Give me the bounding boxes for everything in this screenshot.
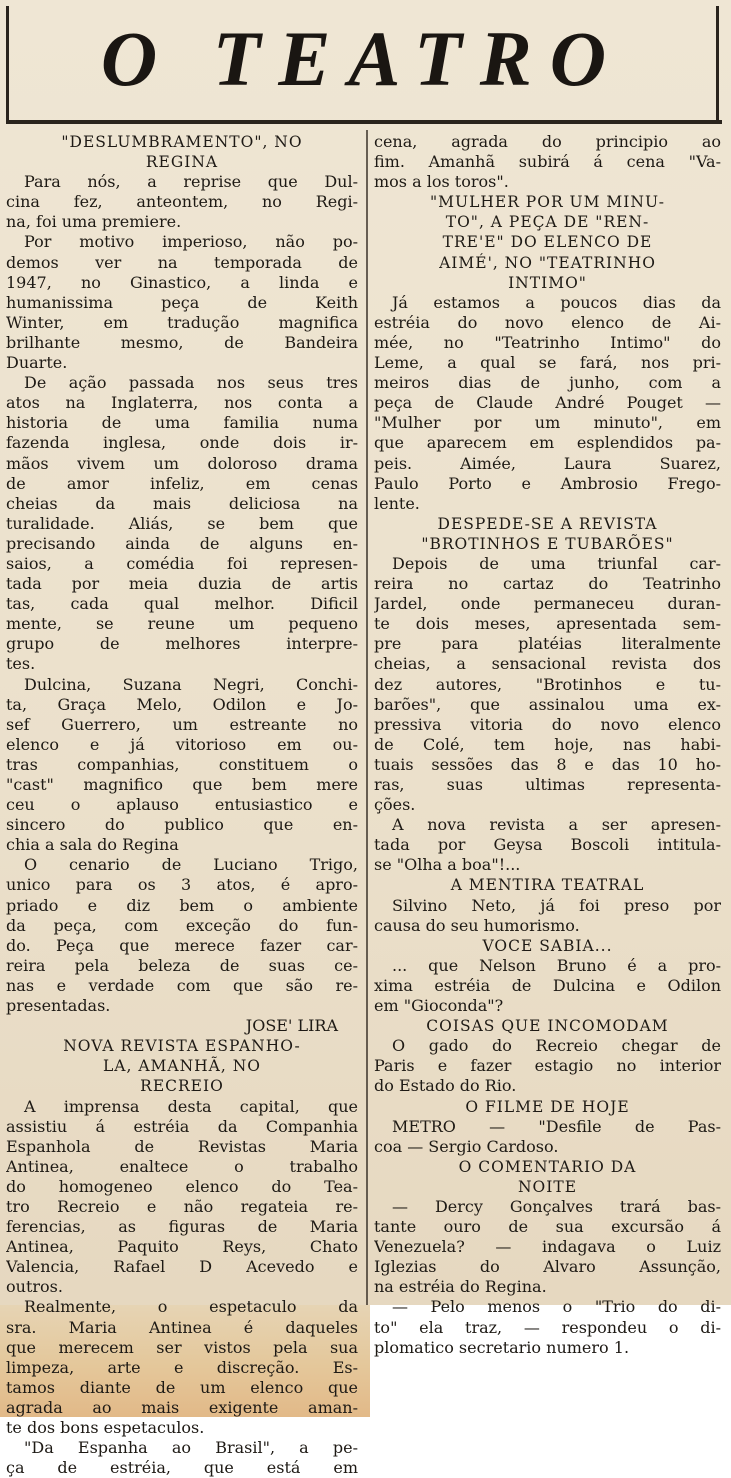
- article-text-line: do Estado do Rio.: [374, 1076, 517, 1096]
- article-text-line: sra. Maria Antinea é daqueles: [6, 1317, 358, 1337]
- column-divider: [366, 130, 368, 1305]
- article-text-line: tada por meia duzia de artis: [6, 574, 358, 594]
- article-text-line: estréia do novo elenco de Ai-: [374, 312, 721, 332]
- article-text-line: cheias, a sensacional revista dos: [374, 654, 721, 674]
- article-text-line: tada por Geysa Boscoli intitula-: [374, 835, 721, 855]
- article-text-line: Antinea, Paquito Reys, Chato: [6, 1237, 358, 1257]
- article-text-line: de amor infeliz, em cenas: [6, 473, 358, 493]
- article-text-line: Paulo Porto e Ambrosio Frego-: [374, 473, 721, 493]
- article-text-line: plomatico secretario numero 1.: [374, 1337, 630, 1357]
- article-text-line: fim. Amanhã subirá á cena "Va-: [374, 152, 721, 172]
- article-text-line: ceu o aplauso entusiastico e: [6, 795, 358, 815]
- article-text-line: Winter, em tradução magnifica: [6, 312, 358, 332]
- article-text-line: De ação passada nos seus tres: [24, 373, 358, 393]
- article-text-line: elenco e já vitorioso em ou-: [6, 734, 358, 754]
- article-text-line: barões", que assinalou uma ex-: [374, 694, 721, 714]
- article-text-line: de Colé, tem hoje, nas habi-: [374, 734, 721, 754]
- article-text-line: Leme, a qual se fará, nos pri-: [374, 353, 721, 373]
- article-text-line: outros.: [6, 1277, 63, 1297]
- article-text-line: pre para platéias literalmente: [374, 634, 721, 654]
- article-text-line: na, foi uma premiere.: [6, 212, 182, 232]
- article-headline-line: "MULHER POR UM MINU-: [430, 193, 665, 212]
- article-text-line: Por motivo imperioso, não po-: [24, 232, 358, 252]
- section-title: O TEATRO: [100, 15, 625, 102]
- article-text-line: Valencia, Rafael D Acevedo e: [6, 1257, 358, 1277]
- article-text-line: A nova revista a ser apresen-: [392, 815, 721, 835]
- article-text-line: que aparecem em esplendidos pa-: [374, 433, 721, 453]
- article-headline-line: RECREIO: [140, 1077, 224, 1096]
- article-headline-line: NOVA REVISTA ESPANHO-: [63, 1037, 301, 1056]
- article-text-line: se "Olha a boa"!...: [374, 855, 521, 875]
- article-text-line: da peça, com exceção do fun-: [6, 915, 358, 935]
- article-text-line: "Da Espanha ao Brasil", a pe-: [24, 1438, 358, 1458]
- article-text-line: Paris e fazer estagio no interior: [374, 1056, 721, 1076]
- article-text-line: Já estamos a poucos dias da: [392, 292, 721, 312]
- article-text-line: agrada ao mais exigente aman-: [6, 1397, 358, 1417]
- article-headline-line: "BROTINHOS E TUBARÕES": [421, 534, 674, 553]
- article-text-line: saios, a comédia foi represen-: [6, 553, 358, 573]
- article-text-line: — Dercy Gonçalves trará bas-: [392, 1196, 721, 1216]
- article-text-line: fazenda inglesa, onde dois ir-: [6, 433, 358, 453]
- article-text-line: Antinea, enaltece o trabalho: [6, 1156, 358, 1176]
- article-text-line: Jardel, onde permaneceu duran-: [374, 594, 721, 614]
- article-text-line: Iglezias do Alvaro Assunção,: [374, 1257, 721, 1277]
- article-text-line: reira no cartaz do Teatrinho: [374, 574, 721, 594]
- article-headline-line: "DESLUMBRAMENTO", NO: [61, 133, 303, 151]
- article-text-line: sef Guerrero, um estreante no: [6, 714, 358, 734]
- article-headline-line: VOCE SABIA...: [482, 936, 613, 955]
- article-headline-line: DESPEDE-SE A REVISTA: [437, 514, 658, 533]
- article-text-line: ras, suas ultimas representa-: [374, 775, 721, 794]
- article-text-line: reira pela beleza de suas ce-: [6, 955, 358, 975]
- article-text-line: peça de Claude André Pouget —: [374, 393, 721, 413]
- article-text-line: A imprensa desta capital, que: [24, 1096, 358, 1116]
- article-text-line: Depois de uma triunfal car-: [392, 553, 721, 573]
- article-headline-line: COISAS QUE INCOMODAM: [426, 1017, 669, 1036]
- left-column: [6, 132, 358, 1478]
- article-text-line: em "Gioconda"?: [374, 996, 504, 1016]
- article-headline-line: LA, AMANHÃ, NO: [103, 1057, 261, 1076]
- article-text-line: precisando ainda de alguns en-: [6, 533, 358, 553]
- article-text-line: mos a los toros".: [374, 172, 509, 192]
- article-text-line: tes.: [6, 654, 36, 674]
- article-text-line: historia de uma familia numa: [6, 413, 358, 433]
- article-text-line: priado e diz bem o ambiente: [6, 895, 358, 915]
- article-text-line: grupo de melhores interpre-: [6, 634, 358, 654]
- article-text-line: coa — Sergio Cardoso.: [374, 1136, 559, 1156]
- article-text-line: "Mulher por um minuto", em: [374, 413, 721, 433]
- article-text-line: demos ver na temporada de: [6, 252, 358, 272]
- article-text-line: — Pelo menos o "Trio do di-: [392, 1297, 721, 1317]
- article-text-line: unico para os 3 atos, é apro-: [6, 875, 358, 895]
- article-text-line: dez autores, "Brotinhos e tu-: [374, 674, 721, 694]
- article-text-line: O cenario de Luciano Trigo,: [24, 855, 358, 875]
- article-text-line: presentadas.: [6, 996, 111, 1016]
- header-rule: [6, 120, 722, 124]
- article-text-line: mente, se reune um pequeno: [6, 614, 358, 634]
- article-text-line: to" ela traz, — respondeu o di-: [374, 1317, 721, 1337]
- article-text-line: tamos diante de um elenco que: [6, 1377, 358, 1397]
- article-text-line: Espanhola de Revistas Maria: [6, 1136, 358, 1156]
- article-text-line: cheias da mais deliciosa na: [6, 493, 358, 513]
- article-text-line: ta, Graça Melo, Odilon e Jo-: [6, 694, 358, 714]
- article-text-line: tante ouro de sua excursão á: [374, 1217, 721, 1237]
- article-text-line: ... que Nelson Bruno é a pro-: [392, 955, 721, 975]
- article-text-line: Silvino Neto, já foi preso por: [392, 895, 721, 915]
- article-text-line: nas e verdade com que são re-: [6, 975, 358, 995]
- article-text-line: te dois meses, apresentada sem-: [374, 614, 721, 634]
- article-text-line: cena, agrada do principio ao: [374, 132, 721, 151]
- article-text-line: tas, cada qual melhor. Dificil: [6, 594, 358, 614]
- article-text-line: Para nós, a reprise que Dul-: [24, 172, 358, 192]
- article-text-line: lente.: [374, 493, 420, 513]
- article-headline-line: AIMÉ', NO "TEATRINHO: [439, 253, 656, 272]
- article-text-line: assistiu á estréia da Companhia: [6, 1116, 358, 1136]
- article-text-line: ferencias, as figuras de Maria: [6, 1217, 358, 1237]
- article-text-line: sincero do publico que en-: [6, 815, 358, 835]
- article-text-line: tras companhias, constituem o: [6, 754, 358, 774]
- article-headline-line: INTIMO": [508, 273, 587, 292]
- article-text-line: do homogeneo elenco do Tea-: [6, 1176, 358, 1196]
- article-headline-line: TRE'E" DO ELENCO DE: [442, 233, 653, 252]
- article-text-line: atos na Inglaterra, nos conta a: [6, 393, 358, 413]
- article-text-line: causa do seu humorismo.: [374, 915, 580, 935]
- article-text-line: ça de estréia, que está em: [6, 1458, 358, 1478]
- article-text-line: mãos vivem um doloroso drama: [6, 453, 358, 473]
- article-text-line: METRO — "Desfile de Pas-: [392, 1116, 721, 1136]
- article-text-line: Realmente, o espetaculo da: [24, 1297, 358, 1317]
- article-text-line: Venezuela? — indagava o Luiz: [374, 1237, 721, 1257]
- article-text-line: O gado do Recreio chegar de: [392, 1036, 721, 1056]
- article-headline-line: O COMENTARIO DA: [458, 1157, 637, 1176]
- article-text-line: do. Peça que merece fazer car-: [6, 935, 358, 955]
- article-headline-line: NOITE: [517, 1177, 578, 1196]
- article-text-line: chia a sala do Regina: [6, 835, 179, 855]
- article-text-line: peis. Aimée, Laura Suarez,: [374, 453, 721, 473]
- article-text-line: que merecem ser vistos pela sua: [6, 1337, 358, 1357]
- article-headline-line: O FILME DE HOJE: [465, 1097, 630, 1116]
- article-headline-line: TO", A PEÇA DE "REN-: [445, 213, 650, 232]
- right-column: [374, 132, 721, 1358]
- article-text-line: meiros dias de junho, com a: [374, 373, 721, 393]
- article-text-line: brilhante mesmo, de Bandeira: [6, 332, 358, 352]
- article-text-line: xima estréia de Dulcina e Odilon: [374, 975, 721, 995]
- article-text-line: JOSE' LIRA: [245, 1016, 338, 1036]
- article-text-line: limpeza, arte e discreção. Es-: [6, 1357, 358, 1377]
- article-text-line: "cast" magnifico que bem mere: [6, 775, 358, 794]
- article-text-line: 1947, no Ginastico, a linda e: [6, 272, 358, 292]
- article-text-line: ções.: [374, 795, 416, 815]
- article-text-line: cina fez, anteontem, no Regi-: [6, 192, 358, 212]
- article-text-line: Duarte.: [6, 353, 68, 373]
- article-text-line: na estréia do Regina.: [374, 1277, 547, 1297]
- article-text-line: humanissima peça de Keith: [6, 292, 358, 312]
- article-text-line: tuais sessões das 8 e das 10 ho-: [374, 754, 721, 774]
- article-text-line: te dos bons espetaculos.: [6, 1418, 205, 1437]
- article-text-line: Dulcina, Suzana Negri, Conchi-: [24, 674, 358, 694]
- section-header: [6, 6, 719, 120]
- article-headline-line: REGINA: [145, 153, 219, 172]
- article-text-line: mée, no "Teatrinho Intimo" do: [374, 332, 721, 352]
- article-text-line: turalidade. Aliás, se bem que: [6, 513, 358, 533]
- article-text-line: pressiva vitoria do novo elenco: [374, 714, 721, 734]
- article-text-line: tro Recreio e não regateia re-: [6, 1196, 358, 1216]
- article-headline-line: A MENTIRA TEATRAL: [450, 876, 645, 895]
